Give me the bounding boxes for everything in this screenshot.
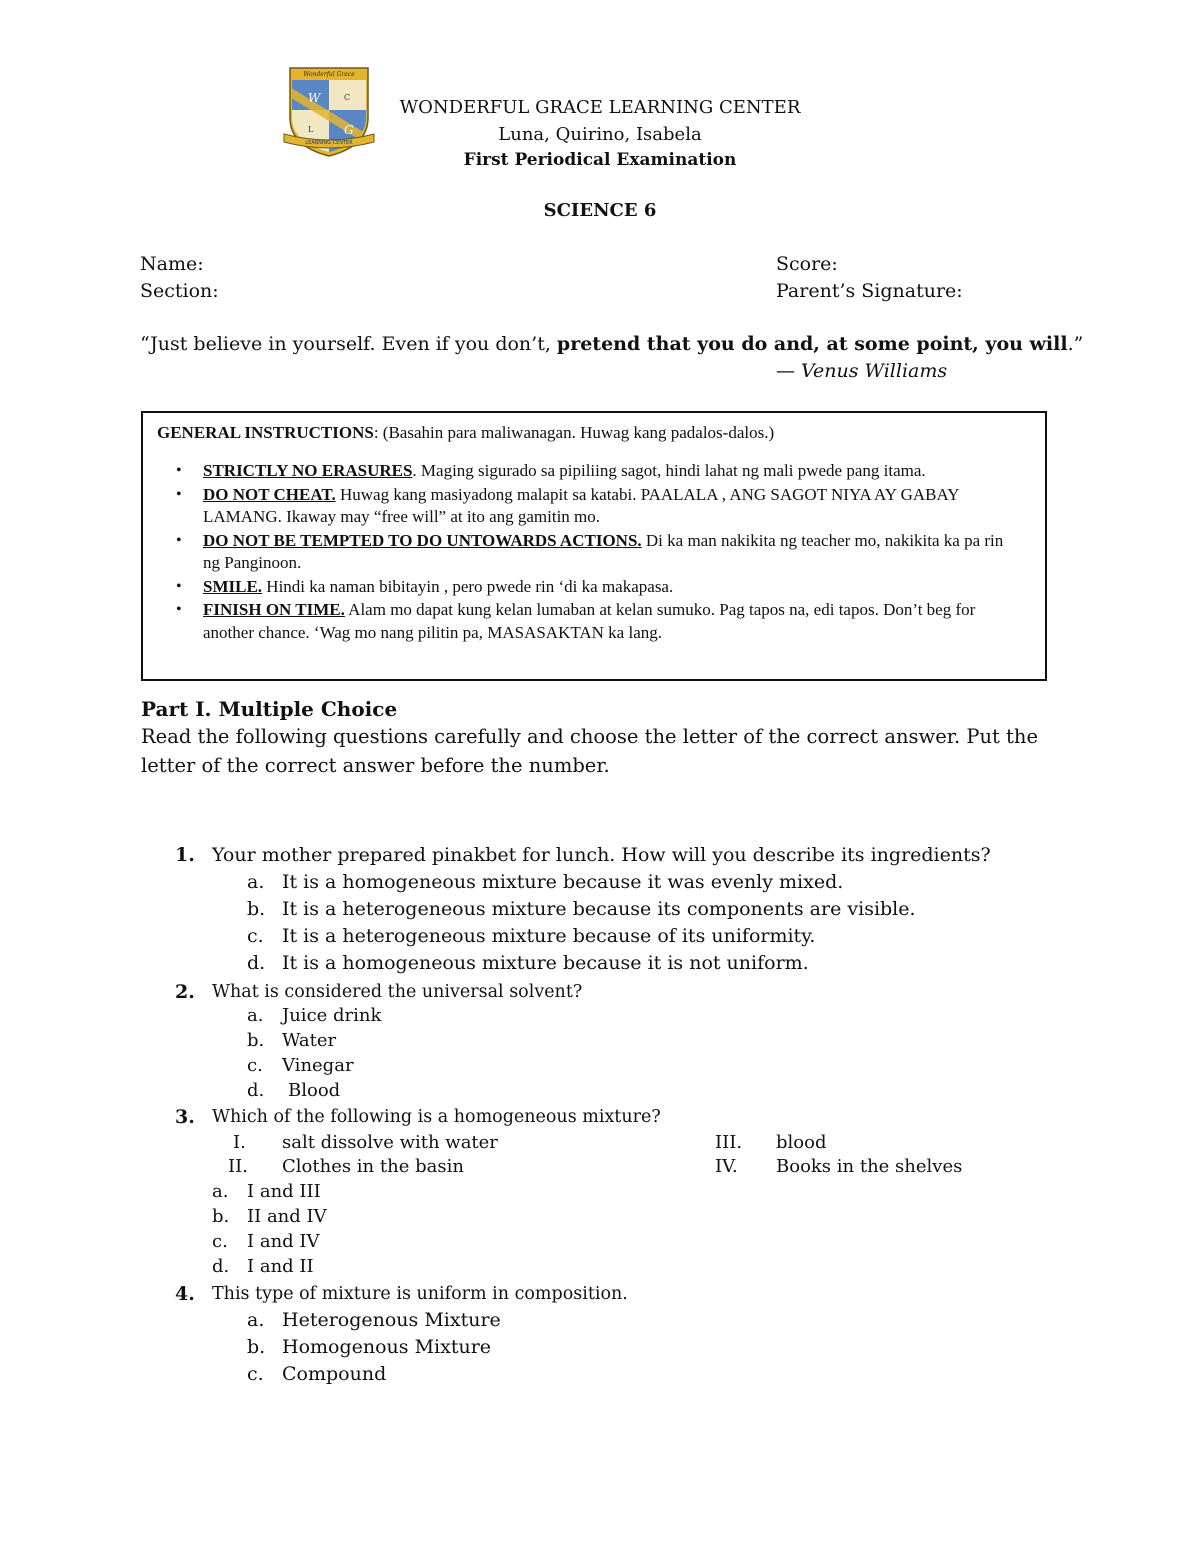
roman-numeral: II. bbox=[228, 1156, 248, 1177]
quote-open: “Just believe in yourself. Even if you don’t, bbox=[140, 333, 557, 355]
instruction-item bbox=[176, 460, 1023, 483]
roman-numeral: I. bbox=[233, 1132, 246, 1153]
instruction-after-key: . bbox=[412, 461, 417, 480]
instruction-item bbox=[176, 599, 1023, 644]
option-letter: c. bbox=[247, 925, 264, 947]
bullet-icon: • bbox=[176, 462, 182, 479]
option-text: It is a homogeneous mixture because it is not uniform. bbox=[282, 952, 809, 974]
option-text: It is a homogeneous mixture because it was evenly mixed. bbox=[282, 871, 844, 893]
instruction-text: Maging sigurado sa pipiliing sagot, hindi lahat ng mali pwede pang itama. bbox=[416, 461, 926, 480]
option-letter: d. bbox=[247, 952, 266, 974]
option-letter: b. bbox=[212, 1206, 230, 1227]
option-text: Vinegar bbox=[282, 1055, 354, 1076]
instruction-key: DO NOT BE TEMPTED TO DO UNTOWARDS ACTIONS. bbox=[203, 530, 642, 550]
exam-title: First Periodical Examination bbox=[463, 150, 737, 170]
instruction-text: Hindi ka naman bibitayin , pero pwede rin ‘di ka makapasa. bbox=[262, 576, 674, 596]
question-text: Which of the following is a homogeneous mixture? bbox=[212, 1107, 661, 1127]
roman-item-text: Clothes in the basin bbox=[282, 1156, 464, 1177]
instruction-key: FINISH ON TIME. bbox=[203, 600, 345, 619]
option-letter: a. bbox=[247, 871, 265, 893]
instruction-item bbox=[176, 530, 1023, 575]
roman-item-text: Books in the shelves bbox=[776, 1156, 963, 1177]
score-field-label: Score: bbox=[776, 253, 838, 275]
question-text: This type of mixture is uniform in composition. bbox=[212, 1284, 628, 1304]
option-letter: c. bbox=[212, 1231, 228, 1252]
roman-item-text: salt dissolve with water bbox=[282, 1132, 498, 1153]
logo-letter-g: G bbox=[344, 123, 354, 137]
instruction-item bbox=[176, 484, 1023, 529]
instruction-item bbox=[176, 576, 1023, 599]
option-text: I and III bbox=[247, 1181, 321, 1202]
option-letter: b. bbox=[247, 1030, 265, 1051]
part-title: Part I. Multiple Choice bbox=[141, 697, 398, 721]
logo-letter-w: W bbox=[308, 91, 321, 105]
question-number: 2. bbox=[175, 981, 195, 1003]
option-text: Juice drink bbox=[282, 1005, 382, 1026]
question-text: What is considered the universal solvent? bbox=[212, 982, 583, 1002]
bullet-icon: • bbox=[176, 485, 182, 503]
option-text: Water bbox=[282, 1030, 337, 1051]
bullet-icon: • bbox=[176, 601, 182, 618]
motivational-quote bbox=[140, 333, 1083, 355]
option-text: Compound bbox=[282, 1363, 387, 1385]
option-text: It is a heterogeneous mixture because its components are visible. bbox=[282, 898, 916, 920]
quote-author: — Venus Williams bbox=[776, 360, 948, 382]
option-text: II and IV bbox=[247, 1206, 327, 1227]
question-number: 3. bbox=[175, 1106, 195, 1128]
logo-letter-c: C bbox=[344, 93, 351, 102]
option-letter: d. bbox=[247, 1080, 265, 1101]
bullet-icon: • bbox=[176, 531, 182, 549]
subject-title: SCIENCE 6 bbox=[543, 200, 657, 221]
option-text: I and II bbox=[247, 1256, 314, 1277]
option-letter: b. bbox=[247, 1336, 266, 1358]
logo-letter-l: L bbox=[308, 125, 314, 134]
question-text: Your mother prepared pinakbet for lunch. How will you describe its ingredients? bbox=[212, 844, 991, 866]
bullet-icon: • bbox=[176, 577, 182, 595]
section-field-label: Section: bbox=[140, 280, 219, 302]
option-letter: a. bbox=[212, 1181, 229, 1202]
option-text: Blood bbox=[288, 1080, 341, 1101]
instruction-text: Alam mo dapat kung kelan lumaban at kelan sumuko. Pag tapos na, edi tapos. Don’t beg for another chance. ‘Wag mo nang pilitin pa, MASASAKTAN ka lang. bbox=[203, 600, 976, 642]
question-number: 4. bbox=[175, 1283, 195, 1305]
option-letter: a. bbox=[247, 1309, 265, 1331]
logo-top-text: Wonderful Grace bbox=[303, 71, 355, 78]
roman-numeral: III. bbox=[715, 1132, 743, 1153]
option-letter: a. bbox=[247, 1005, 264, 1026]
instruction-key: DO NOT CHEAT. bbox=[203, 484, 336, 504]
instructions-title: GENERAL INSTRUCTIONS bbox=[157, 423, 374, 442]
instructions-list bbox=[176, 460, 1023, 645]
option-text: Heterogenous Mixture bbox=[282, 1309, 501, 1331]
option-letter: b. bbox=[247, 898, 266, 920]
logo-banner-text: LEARNING CENTER bbox=[305, 140, 353, 146]
quote-bold: pretend that you do and, at some point, you will bbox=[556, 333, 1068, 355]
general-instructions-box bbox=[141, 411, 1047, 681]
question-number: 1. bbox=[175, 844, 195, 866]
instruction-key: SMILE. bbox=[203, 576, 263, 596]
option-letter: d. bbox=[212, 1256, 230, 1277]
name-field-label: Name: bbox=[140, 253, 204, 275]
option-text: Homogenous Mixture bbox=[282, 1336, 492, 1358]
instructions-heading bbox=[157, 423, 774, 443]
quote-close: .” bbox=[1067, 333, 1084, 355]
roman-item-text: blood bbox=[776, 1132, 827, 1153]
parent-signature-label: Parent’s Signature: bbox=[776, 280, 963, 302]
instruction-text: Huwag kang masiyadong malapit sa katabi. PAALALA , ANG SAGOT NIYA AY GABAY LAMANG. Ikaway may “free will” at ito ang gamitin mo. bbox=[203, 484, 959, 526]
instruction-text: Di ka man nakikita ng teacher mo, nakikita ka pa rin ng Panginoon. bbox=[203, 530, 1004, 572]
option-text: It is a heterogeneous mixture because of its uniformity. bbox=[282, 925, 816, 947]
option-letter: c. bbox=[247, 1363, 264, 1385]
part-description: Read the following questions carefully and choose the letter of the correct answer. Put the letter of the correct answer before the number. bbox=[141, 725, 1038, 777]
roman-numeral: IV. bbox=[715, 1156, 738, 1177]
option-letter: c. bbox=[247, 1055, 263, 1076]
school-name: WONDERFUL GRACE LEARNING CENTER bbox=[399, 97, 801, 118]
instruction-key: STRICTLY NO ERASURES bbox=[203, 461, 413, 480]
instructions-subtitle: : (Basahin para maliwanagan. Huwag kang padalos-dalos.) bbox=[373, 423, 775, 442]
school-address: Luna, Quirino, Isabela bbox=[498, 124, 702, 145]
option-text: I and IV bbox=[247, 1231, 320, 1252]
